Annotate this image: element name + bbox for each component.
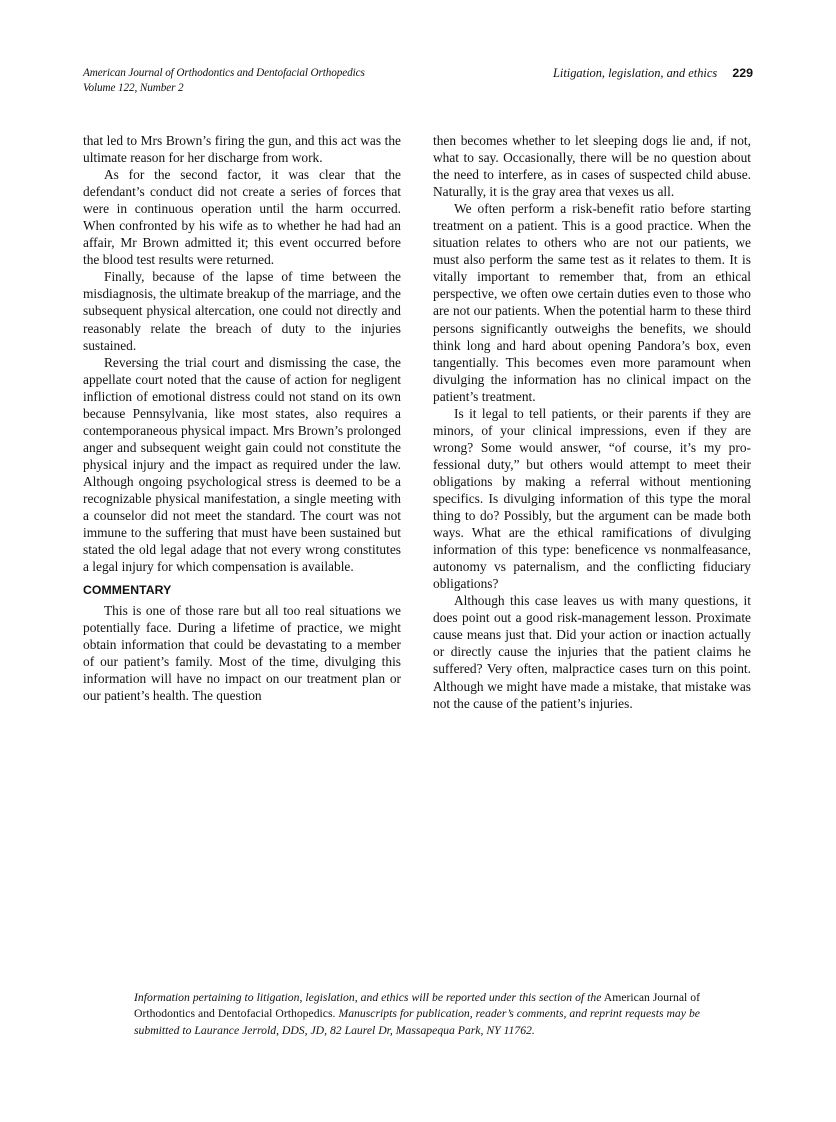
section-footnote — [134, 990, 700, 1039]
paragraph: As for the second factor, it was clear that the defendant’s conduct did not create a series of forces that were in continuous operation until the harm occurred. When confronted by his wife as to whether he had had an affair, Mr Brown admitted it; this event occurred before the blood test results were returned. — [83, 167, 401, 268]
footnote-submission-info: Manuscripts for publication, reader’s comments, and reprint requests may be submitted to Laurance Jerrold, DDS, JD, 82 Laurel Dr, Massapequa Park, NY 11762. — [134, 1007, 700, 1037]
commentary-heading: COMMENTARY — [83, 583, 172, 598]
paragraph: Reversing the trial court and dismissing the case, the appellate court noted that the cause of action for negligent infliction of emotional distress could not stand on its own because Pennsylvania, like most states, also requires a contemporaneous physical impact. Mrs Brown’s prolonged anger and subsequent weight gain could not constitute the physical injury and the impact as required under the law. Although ongoing psychological stress is deemed to be a recognizable physical manifestation, a single meeting with a counselor did not meet the standard. The court was not immune to the suffering that must have been sustained but stated the old legal adage that not every wrong constitutes a legal injury for which compensation is available. — [83, 354, 401, 575]
paragraph: Although this case leaves us with many questions, it does point out a good risk-management lesson. Proximate cause means just that. Did your action or inaction actually or directly cause the injuries that the patient claims he suffered? Very often, malpractice cases turn on this point. Although we might have made a mistake, that mistake was not the cause of the patient’s injuries. — [433, 593, 751, 711]
journal-info — [83, 66, 365, 96]
right-column — [433, 132, 751, 712]
running-header — [83, 66, 753, 98]
footnote-journal-name: American Journal of Orthodontics and Dentofacial Orthopedics. — [134, 991, 700, 1021]
section-title: Litigation, legislation, and ethics — [553, 66, 718, 80]
journal-name: American Journal of Orthodontics and Dentofacial Orthopedics — [83, 67, 365, 79]
footnote-intro: Information pertaining to litigation, legislation, and ethics will be reported under this section of the — [134, 991, 602, 1004]
paragraph-continued: then becomes whether to let sleeping dogs lie and, if not, what to say. Occasionally, there will be no question about the need to interfere, as in cases of suspected child abuse. Naturally, it is the gray area that vexes us all. — [433, 133, 751, 200]
page-number: 229 — [732, 66, 753, 80]
paragraph: This is one of those rare but all too real situations we potentially face. During a lifetime of practice, we might obtain information that could be devastating to a member of our patient’s family. Most of the time, divulging this information will have no impact on our treatment plan or our patient’s health. The question — [83, 603, 401, 704]
section-and-page — [553, 66, 753, 81]
paragraph: Finally, because of the lapse of time between the misdiagnosis, the ultimate breakup of the marriage, and the subsequent physical altercation, one could not directly and reasonably relate the breach of duty to the injuries sustained. — [83, 269, 401, 353]
paragraph: Is it legal to tell patients, or their parents if they are minors, of your clinical impressions, even if they are wrong? Some would answer, “of course, it’s my professional duty,” but others would attempt to meet their obligations by making a referral without mentioning specifics. Is divulging information of this type the moral thing to do? Possibly, but the argument can be made both ways. What are the ethical ramifications of divulging information of this type: beneficence vs nonmalfeasance, autonomy vs paternalism, and the conflicting fiduciary obligations? — [433, 405, 751, 592]
paragraph: We often perform a risk-benefit ratio before starting treatment on a patient. This is a good practice. When the situation relates to others who are not our patients, we must also perform the same test as it relates to them. It is vitally important to remember that, from an ethical perspective, we often owe certain duties even to those who are not our patients. When the potential harm to these third persons significantly outweighs the benefits, we should think long and hard about opening Pandora’s box, even tangentially. This becomes even more paramount when divulging the information has no clinical impact on the patient’s treatment. — [433, 201, 751, 404]
left-column — [83, 132, 401, 705]
volume-info: Volume 122, Number 2 — [83, 82, 184, 94]
paragraph-continued: that led to Mrs Brown’s firing the gun, and this act was the ultimate reason for her discharge from work. — [83, 133, 401, 166]
